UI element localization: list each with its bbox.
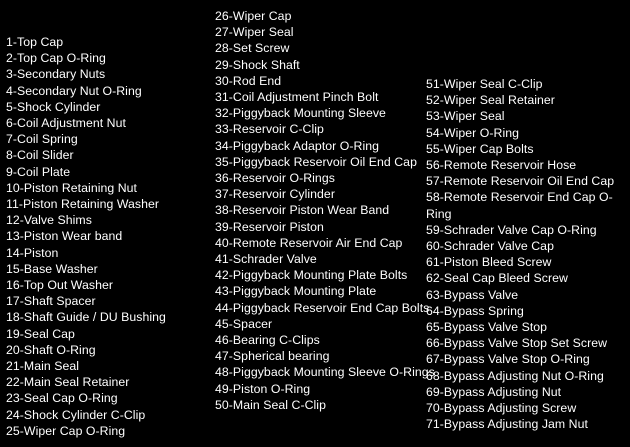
list-item: 13-Piston Wear band — [6, 229, 123, 244]
list-item: 41-Schrader Valve — [215, 252, 317, 267]
list-item: 6-Coil Adjustment Nut — [6, 116, 126, 131]
list-item: 48-Piggyback Mounting Sleeve O-Rings — [215, 365, 435, 380]
list-item: 49-Piston O-Ring — [215, 381, 311, 396]
list-item: 67-Bypass Valve Stop O-Ring — [426, 352, 590, 367]
list-item: 47-Spherical bearing — [215, 349, 330, 364]
list-item: 40-Remote Reservoir Air End Cap — [215, 235, 403, 250]
list-item: 22-Main Seal Retainer — [6, 375, 130, 390]
list-item: 56-Remote Reservoir Hose — [426, 158, 577, 173]
list-item: 68-Bypass Adjusting Nut O-Ring — [426, 368, 604, 383]
legend-column-2 — [215, 0, 440, 413]
list-item: 25-Wiper Cap O-Ring — [6, 423, 126, 438]
list-item: 34-Piggyback Adaptor O-Ring — [215, 138, 380, 153]
list-item: 12-Valve Shims — [6, 213, 92, 228]
list-item: 51-Wiper Seal C-Clip — [426, 77, 543, 91]
list-item: 20-Shaft O-Ring — [6, 342, 96, 357]
list-item: 3-Secondary Nuts — [6, 67, 106, 82]
list-item: 15-Base Washer — [6, 261, 98, 276]
list-item: 35-Piggyback Reservoir Oil End Cap — [215, 154, 417, 169]
list-item: 52-Wiper Seal Retainer — [426, 93, 555, 108]
legend-column-1 — [6, 0, 218, 439]
list-item: 27-Wiper Seal — [215, 25, 294, 40]
list-item: 60-Schrader Valve Cap — [426, 239, 554, 254]
list-item: 53-Wiper Seal — [426, 109, 505, 124]
list-item: 36-Reservoir O-Rings — [215, 171, 335, 186]
list-item: 10-Piston Retaining Nut — [6, 180, 138, 195]
list-item: 32-Piggyback Mounting Sleeve — [215, 106, 386, 121]
list-item: 5-Shock Cylinder — [6, 99, 101, 114]
list-item: 42-Piggyback Mounting Plate Bolts — [215, 268, 408, 283]
list-item: 17-Shaft Spacer — [6, 294, 96, 309]
list-item: 29-Shock Shaft — [215, 57, 300, 72]
list-item: 55-Wiper Cap Bolts — [426, 141, 534, 156]
list-item: 39-Reservoir Piston — [215, 219, 324, 234]
list-item: 59-Schrader Valve Cap O-Ring — [426, 222, 597, 237]
list-item: 71-Bypass Adjusting Jam Nut — [426, 417, 588, 432]
list-item: 23-Seal Cap O-Ring — [6, 391, 118, 406]
list-item: 38-Reservoir Piston Wear Band — [215, 203, 390, 218]
list-item: 28-Set Screw — [215, 41, 290, 56]
list-item: 43-Piggyback Mounting Plate — [215, 284, 377, 299]
list-item: 14-Piston — [6, 245, 59, 260]
list-item: 61-Piston Bleed Screw — [426, 255, 552, 270]
list-item: 31-Coil Adjustment Pinch Bolt — [215, 90, 379, 105]
list-item: 2-Top Cap O-Ring — [6, 51, 106, 66]
list-item: 54-Wiper O-Ring — [426, 125, 520, 140]
list-item: 64-Bypass Spring — [426, 303, 524, 318]
list-item: 19-Seal Cap — [6, 326, 75, 341]
list-item: 46-Bearing C-Clips — [215, 333, 320, 348]
list-item: 65-Bypass Valve Stop — [426, 320, 548, 335]
list-item: 58-Remote Reservoir End Cap O-Ring — [426, 190, 613, 221]
list-item: 44-Piggyback Reservoir End Cap Bolts — [215, 300, 430, 315]
list-item: 70-Bypass Adjusting Screw — [426, 401, 577, 416]
list-item: 69-Bypass Adjusting Nut — [426, 384, 562, 399]
list-item: 16-Top Out Washer — [6, 278, 114, 293]
list-item: 11-Piston Retaining Washer — [6, 197, 160, 212]
list-item: 66-Bypass Valve Stop Set Screw — [426, 336, 608, 351]
list-item: 24-Shock Cylinder C-Clip — [6, 407, 146, 422]
list-item: 26-Wiper Cap — [215, 9, 292, 23]
list-item: 7-Coil Spring — [6, 132, 78, 147]
list-item: 18-Shaft Guide / DU Bushing — [6, 310, 166, 325]
list-item: 45-Spacer — [215, 316, 273, 331]
legend-column-3 — [426, 0, 630, 432]
list-item: 8-Coil Slider — [6, 148, 74, 163]
list-item: 4-Secondary Nut O-Ring — [6, 83, 142, 98]
list-item: 63-Bypass Valve — [426, 287, 519, 302]
list-item: 1-Top Cap — [6, 35, 64, 49]
list-item: 57-Remote Reservoir Oil End Cap — [426, 174, 615, 189]
list-item: 37-Reservoir Cylinder — [215, 187, 335, 202]
list-item: 21-Main Seal — [6, 359, 80, 374]
list-item: 30-Rod End — [215, 73, 282, 88]
list-item: 33-Reservoir C-Clip — [215, 122, 324, 137]
list-item: 50-Main Seal C-Clip — [215, 397, 326, 412]
list-item: 9-Coil Plate — [6, 164, 71, 179]
list-item: 62-Seal Cap Bleed Screw — [426, 271, 568, 286]
